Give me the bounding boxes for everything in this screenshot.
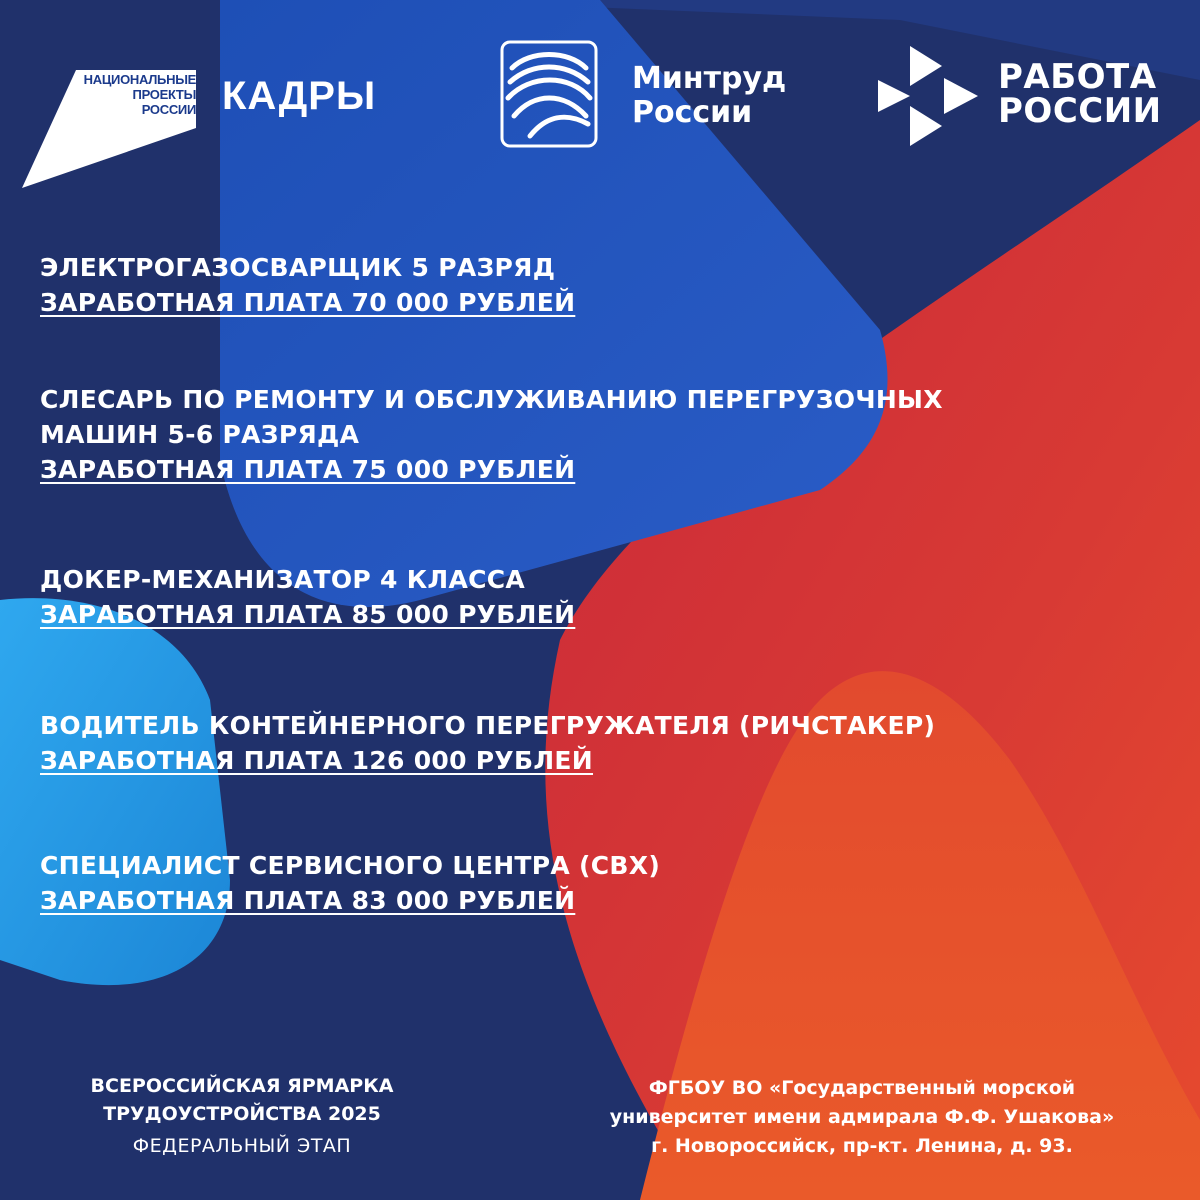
rabota-rossii-arrows-icon (876, 44, 980, 148)
vacancy-item (40, 708, 1160, 778)
rabota-line: РАБОТА (998, 57, 1157, 97)
organization-line: г. Новороссийск, пр-кт. Ленина, д. 93. (651, 1135, 1073, 1157)
national-projects-line: ПРОЕКТЫ (132, 87, 196, 102)
job-fair-title-line: ТРУДОУСТРОЙСТВА 2025 (103, 1103, 381, 1125)
vacancy-title: МАШИН 5-6 РАЗРЯДА (40, 420, 360, 449)
national-projects-wordmark (78, 72, 196, 117)
vacancy-salary-link[interactable]: ЗАРАБОТНАЯ ПЛАТА 75 000 РУБЛЕЙ (40, 455, 576, 484)
job-fair-title-line: ВСЕРОССИЙСКАЯ ЯРМАРКА (90, 1075, 394, 1097)
vacancy-salary-link[interactable]: ЗАРАБОТНАЯ ПЛАТА 70 000 РУБЛЕЙ (40, 288, 576, 317)
rabota-rossii-wordmark (998, 57, 1162, 131)
job-fair-caption (40, 1072, 444, 1164)
vacancy-item (40, 250, 1160, 320)
vacancy-salary-link[interactable]: ЗАРАБОТНАЯ ПЛАТА 85 000 РУБЛЕЙ (40, 600, 576, 629)
mintrud-wordmark (632, 62, 786, 130)
vacancy-item (40, 562, 1160, 632)
vacancy-title: СЛЕСАРЬ ПО РЕМОНТУ И ОБСЛУЖИВАНИЮ ПЕРЕГРУЗОЧНЫХ (40, 385, 943, 414)
national-projects-line: НАЦИОНАЛЬНЫЕ (83, 72, 196, 87)
organization-line: университет имени адмирала Ф.Ф. Ушакова» (609, 1106, 1115, 1128)
rabota-line: РОССИИ (998, 91, 1162, 131)
organization-address (552, 1074, 1172, 1161)
vacancy-salary-link[interactable]: ЗАРАБОТНАЯ ПЛАТА 83 000 РУБЛЕЙ (40, 886, 576, 915)
organization-line: ФГБОУ ВО «Государственный морской (648, 1077, 1076, 1099)
vacancy-salary-link[interactable]: ЗАРАБОТНАЯ ПЛАТА 126 000 РУБЛЕЙ (40, 746, 594, 775)
vacancy-item (40, 382, 1160, 487)
job-fair-stage: ФЕДЕРАЛЬНЫЙ ЭТАП (132, 1135, 352, 1157)
vacancy-title: ДОКЕР-МЕХАНИЗАТОР 4 КЛАССА (40, 565, 526, 594)
national-projects-line: РОССИИ (141, 102, 196, 117)
vacancy-title: ЭЛЕКТРОГАЗОСВАРЩИК 5 РАЗРЯД (40, 253, 556, 282)
mintrud-line: Минтруд (632, 61, 787, 96)
vacancy-title: СПЕЦИАЛИСТ СЕРВИСНОГО ЦЕНТРА (СВХ) (40, 851, 661, 880)
kadry-brand: КАДРЫ (222, 74, 377, 118)
vacancy-title: ВОДИТЕЛЬ КОНТЕЙНЕРНОГО ПЕРЕГРУЖАТЕЛЯ (РИЧСТАКЕР) (40, 711, 936, 740)
vacancy-item (40, 848, 1160, 918)
mintrud-line: России (632, 95, 753, 130)
mintrud-emblem-icon (500, 40, 598, 148)
